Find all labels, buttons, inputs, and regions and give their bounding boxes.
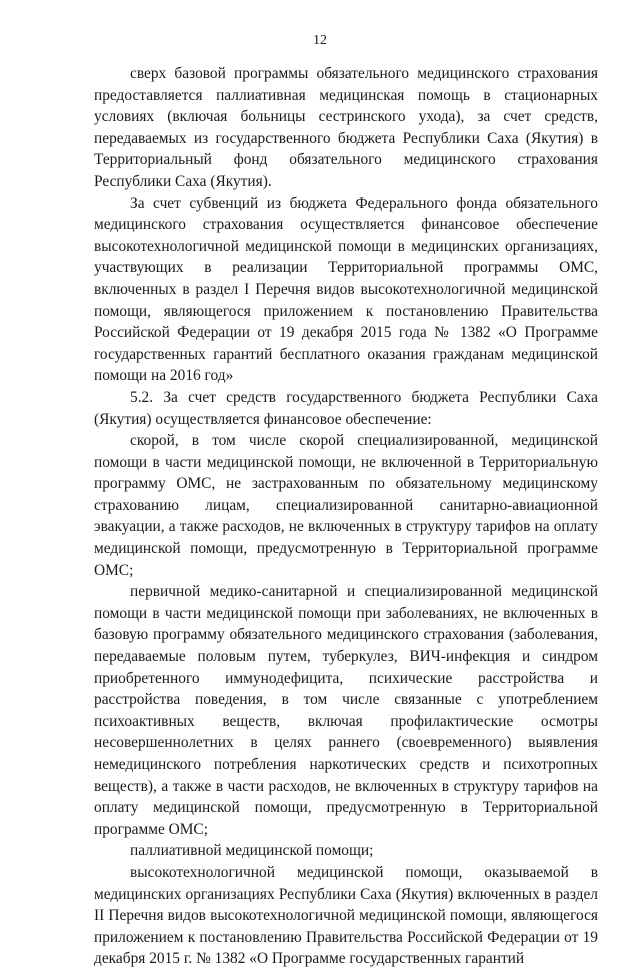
- paragraph-primary-care: первичной медико-санитарной и специализированной медицинской помощи в части медицинской помощи при заболеваниях, не включенных в базовую программу обязательного медицинского страхования (заболевания, передаваемые половым путем, туберкулез, ВИЧ-инфекция и синдром приобретенного иммунодефицита, психические расстройства и расстройства поведения, в том числе связанные с употреблением психоактивных веществ, включая профилактические осмотры несовершеннолетних в целях раннего (своевременного) выявления немедицинского потребления наркотических средств и психотропных веществ), а также в части расходов, не включенных в структуру тарифов на оплату медицинской помощи, предусмотренную в Территориальной программе ОМС;: [94, 583, 598, 838]
- paragraph-section-5-2: 5.2. За счет средств государственного бюджета Республики Саха (Якутия) осуществляется финансовое обеспечение:: [94, 388, 598, 428]
- document-body: [94, 63, 598, 970]
- paragraph-high-tech-care: высокотехнологичной медицинской помощи, оказываемой в медицинских организациях Республики Саха (Якутия) включенных в раздел II Перечня видов высокотехнологичной медицинской помощи, являющегося приложением к постановлению Правительства Российской Федерации от 19 декабря 2015 г. № 1382 «О Программе государственных гарантий: [94, 863, 598, 968]
- paragraph-continuation: сверх базовой программы обязательного медицинского страхования предоставляется паллиативная медицинская помощь в стационарных условиях (включая больницы сестринского ухода), за счет средств, передаваемых из государственного бюджета Республики Саха (Якутия) в Территориальный фонд обязательного медицинского страхования Республики Саха (Якутия).: [94, 65, 598, 190]
- paragraph-subventions: За счет субвенций из бюджета Федерального фонда обязательного медицинского страхования осуществляется финансовое обеспечение высокотехнологичной медицинской помощи в медицинских организациях, участвующих в реализации Территориальной программы ОМС, включенных в раздел I Перечня видов высокотехнологичной медицинской помощи, являющегося приложением к постановлению Правительства Российской Федерации от 19 декабря 2015 года № 1382 «О Программе государственных гарантий бесплатного оказания гражданам медицинской помощи на 2016 год»: [94, 194, 598, 385]
- page-number: 12: [313, 33, 327, 48]
- paragraph-emergency-care: скорой, в том числе скорой специализированной, медицинской помощи в части медицинской помощи, не включенной в Территориальную программу ОМС, не застрахованным по обязательному медицинскому страхованию лицам, специализированной санитарно-авиационной эвакуации, а также расходов, не включенных в структуру тарифов на оплату медицинской помощи, предусмотренную в Территориальной программе ОМС;: [94, 432, 598, 579]
- paragraph-palliative-care: паллиативной медицинской помощи;: [130, 842, 374, 860]
